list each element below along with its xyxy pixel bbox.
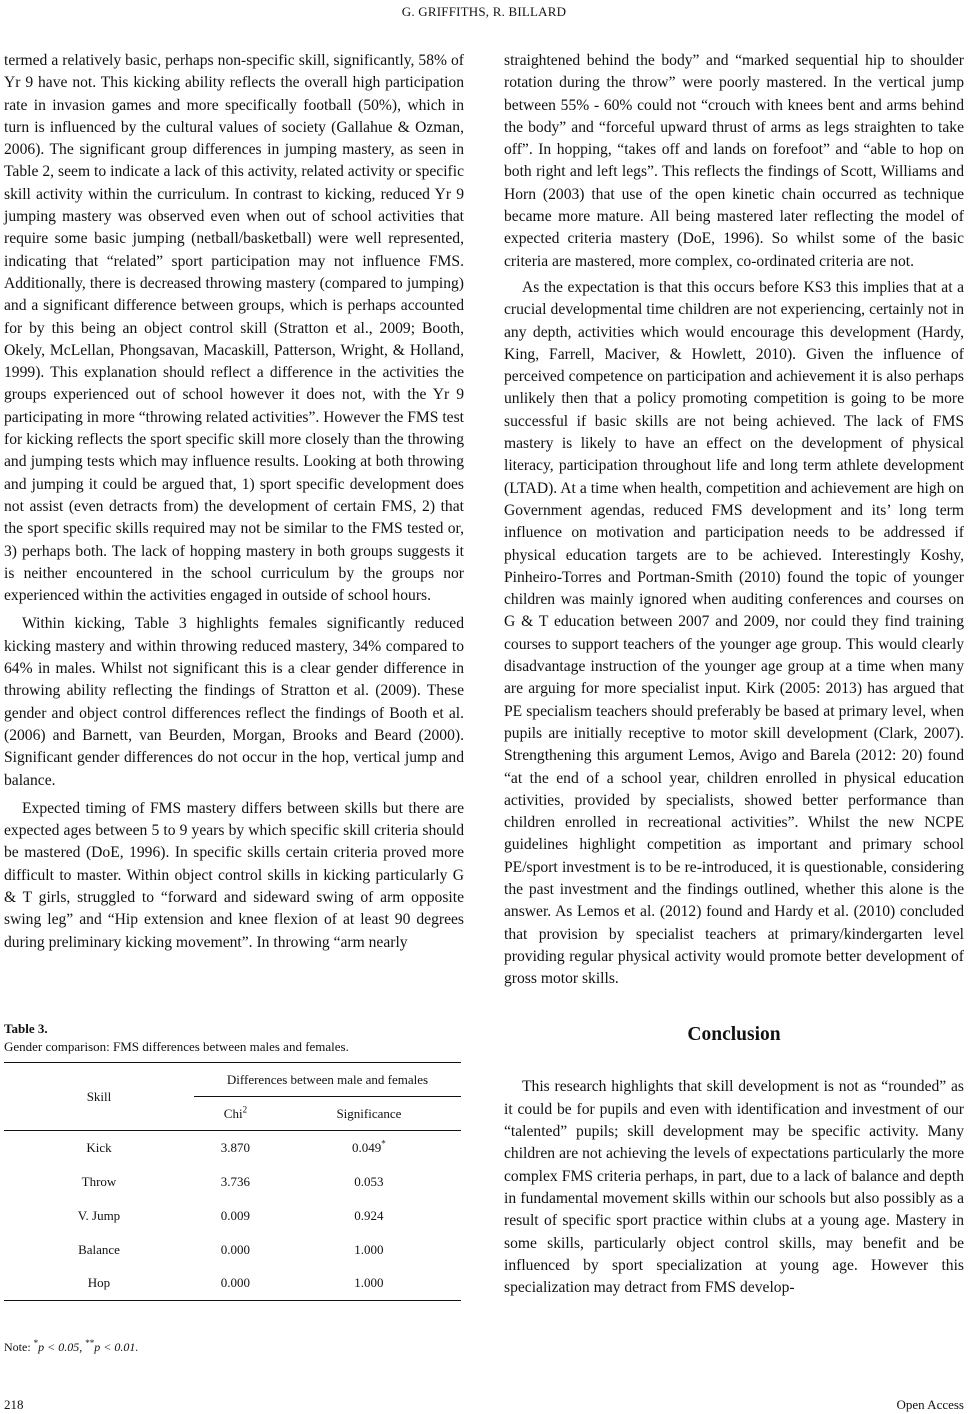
cell-chi: 3.870 (220, 1139, 251, 1155)
cell-chi: 0.000 (220, 1241, 251, 1257)
body-paragraph: Expected timing of FMS mastery differs between skills but there are expected ages between 5 to 9 years by which specific skill criteria should be mastered (DoE, 1996). In specific skills certain criteria proved more difficult to master. Within object control skills in kicking particularly G & T girls, struggled to “forward and sideward swing of arm opposite swing leg” and “Hip extension and knee flexion of at least 90 degrees during preliminary kicking movement”. In throwing “arm nearly (4, 799, 464, 951)
journal-label: Open Access (896, 1397, 964, 1412)
table-row (4, 1131, 461, 1165)
cell-skill: Hop (87, 1275, 111, 1291)
table-label: Table 3. (4, 1021, 48, 1036)
section-heading-conclusion: Conclusion (687, 1024, 781, 1046)
cell-significance: 0.924 (354, 1207, 384, 1223)
body-paragraph: termed a relatively basic, perhaps non-specific skill, significantly, 58% of Yr 9 have not. This kicking ability reflects the overall high participation rate in invasion games and more specifically football (50%), which in turn is influenced by the cultural values of society (Gallahue & Ozman, 2006). The significant group differences in jumping mastery, as seen in Table 2, seem to indicate a lack of this activity, related activity or specific skill activity within the curriculum. In contrast to kicking, reduced Yr 9 jumping mastery was observed even when out of school activities that require some basic jumping (netball/basketball) were well represented, indicating that “related” sport participation may not influence FMS. Additionally, there is decreased throwing mastery (compared to jumping) and a significant difference between groups, which is perhaps accounted for by this being an object control skill (Stratton et al., 2009; Booth, Okely, McLellan, Phongsavan, Macaskill, Patterson, Wright, & Holland, 1999). This explanation should reflect a difference in the activities the groups experienced out of school however it does not, with the Yr 9 participating in more “throwing related activities”. However the FMS test for kicking reflects the sport specific skill more closely than the throwing and jumping tests which may influence results. Looking at both throwing and jumping it could be argued that, 1) sport specific development does not assist (even detracts from) the development of certain FMS, 2) that the sport specific skills required may not be similar to the FMS tested or, 3) perhaps both. The lack of hopping mastery in both groups suggests it is neither encountered in the school curriculum by the groups nor experienced within the activities engaged in outside of school hours. (4, 52, 464, 605)
cell-significance: 0.049* (352, 1138, 386, 1155)
col-header-group: Differences between male and females (194, 1063, 461, 1097)
table-title: Gender comparison: FMS differences between males and females. (4, 1039, 349, 1054)
body-paragraph: As the expectation is that this occurs before KS3 this implies that at a crucial developmental time children are not experiencing, certainly not in any depth, activities which would encourage this development (Hardy, King, Farrell, Maciver, & Howlett, 2010). Given the influence of perceived competence on participation and achievement it is also perhaps unlikely then that a policy promoting competition is going to be more successful if basic skills are not being achieved. The lack of FMS mastery is likely to have an effect on the development of physical literacy, participation throughout life and long term athlete development (LTAD). At a time when health, competition and achievement are high on Government agendas, reduced FMS development and its’ long term influence on motivation and participation needs to be addressed if physical education targets are to be achieved. Interestingly Koshy, Pinheiro-Torres and Portman-Smith (2010) found the topic of younger children was mainly ignored when auditing conferences and courses on G & T education between 2007 and 2009, nor could they find training courses to support teachers of the younger age group. This would clearly disadvantage instruction of the younger age group at a time when many are arguing for more specialist input. Kirk (2005: 2013) has argued that PE specialism teachers should preferably be based at primary level, when pupils are initially receptive to motor skill development (Clark, 2007). Strengthening this argument Lemos, Avigo and Barela (2012: 20) found “at the end of a school year, children enrolled in physical education activities, provided by specialists, showed better performance than children enrolled in recreational activities”. Whilst the new NCPE guidelines highlight competition as important and primary school PE/sport investment is to be re-introduced, it is questionable, considering the past investment and the findings outlined, whether this alone is the answer. As Lemos et al. (2012) found and Hardy et al. (2010) concluded that provision by specialist teachers at primary/kindergarten level providing regular physical activity would promote better development of gross motor skills. (504, 278, 964, 988)
cell-significance: 0.053 (354, 1173, 384, 1189)
body-paragraph: Within kicking, Table 3 highlights females significantly reduced kicking mastery and within throwing reduced mastery, 34% compared to 64% in males. Whilst not significant this is a clear gender difference in throwing ability reflecting the findings of Stratton et al. (2009). These gender and object control differences reflect the findings of Booth et al. (2006) and Barnett, van Beurden, Morgan, Brooks and Beard (2000). Significant gender differences do not occur in the hop, vertical jump and balance. (4, 615, 464, 789)
table-row (4, 1199, 461, 1233)
left-column (4, 50, 464, 954)
table-caption (4, 1020, 464, 1056)
cell-skill: Balance (78, 1241, 120, 1257)
table-row (4, 1267, 461, 1301)
col-header-significance: Significance (336, 1105, 402, 1121)
fms-gender-table (4, 1062, 461, 1301)
running-header: G. GRIFFITHS, R. BILLARD (401, 4, 567, 19)
page-number: 218 (4, 1397, 24, 1412)
col-header-chi: Chi$^2$ (223, 1104, 248, 1121)
cell-significance: 1.000 (354, 1275, 384, 1291)
table-note: Note: *p < 0.05, **p < 0.01. (4, 1338, 139, 1354)
cell-chi: 0.009 (220, 1207, 251, 1223)
cell-skill: Throw (81, 1173, 117, 1189)
table-row (4, 1233, 461, 1267)
cell-chi: 0.000 (220, 1275, 251, 1291)
col-header-skill: Skill (86, 1088, 112, 1104)
table-row (4, 1165, 461, 1199)
body-paragraph: straightened behind the body” and “marked sequential hip to shoulder rotation during the throw” were poorly mastered. In the vertical jump between 55% - 60% could not “crouch with knees bent and arms behind the body” and “forceful upward thrust of arms as legs straighten to take off”. In hopping, “takes off and lands on forefoot” and “able to hop on both right and left legs”. This reflects the findings of Scott, Williams and Horn (2003) that use of the open kinetic chain occurred as technique became more mature. All being mastered later reflecting the model of expected criteria mastery (DoE, 1996). So whilst some of the basic criteria are mastered, more complex, co-ordinated criteria are not. (504, 52, 964, 270)
cell-skill: V. Jump (77, 1207, 121, 1223)
right-column (504, 50, 964, 1299)
body-paragraph: This research highlights that skill development is not as “rounded” as it could be for pupils and even with identification and investment of our “talented” pupils; skill development may be specific activity. Many children are not achieving the levels of expectations particularly the more complex FMS criteria perhaps, in part, due to a lack of balance and depth in fundamental movement skills within our schools but also possibly as a result of specific sport practice within clubs at a young age. Mastery in some skills, particularly object control skills, may benefit and be influenced by sport specialization at young age. However this specialization may detract from FMS develop- (504, 1078, 964, 1297)
cell-chi: 3.736 (220, 1173, 251, 1189)
cell-significance: 1.000 (354, 1241, 384, 1257)
cell-skill: Kick (86, 1139, 112, 1155)
